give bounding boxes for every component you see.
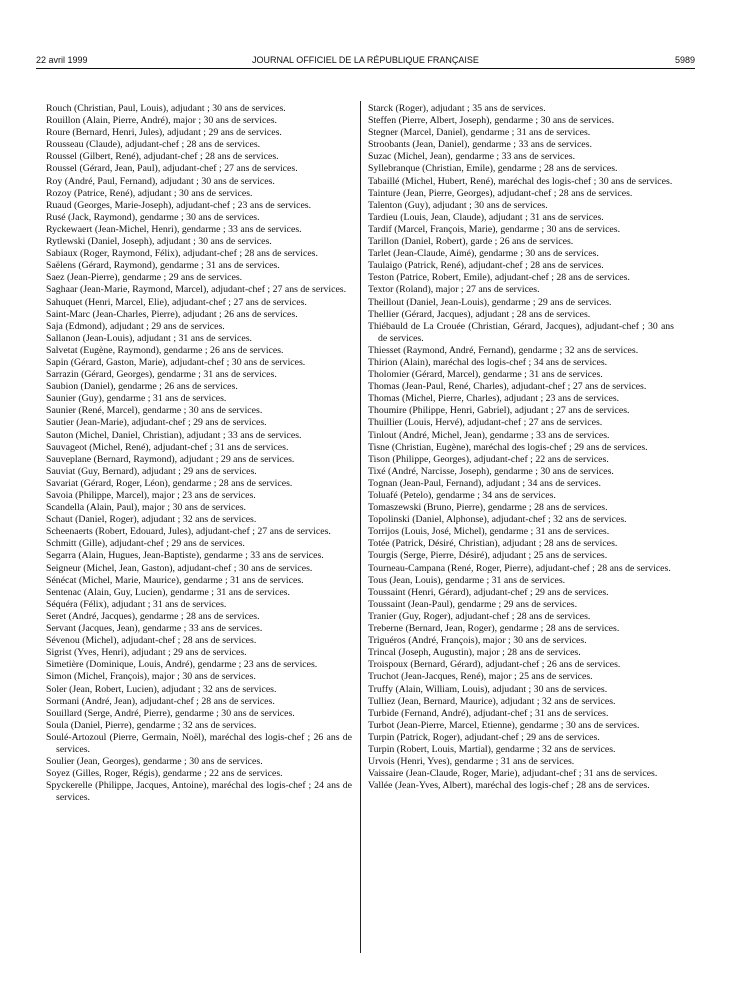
header-page-number: 5989	[674, 55, 695, 65]
list-entry: Toussaint (Jean-Paul), gendarme ; 29 ans de services.	[368, 598, 578, 610]
list-entry: Sallanon (Jean-Louis), adjudant ; 31 ans de services.	[46, 332, 252, 344]
list-entry: Sauveplane (Bernard, Raymond), adjudant ; 29 ans de services.	[46, 453, 295, 465]
list-entry: Thiesset (Raymond, André, Fernand), gendarme ; 32 ans de services.	[368, 344, 639, 356]
list-entry: Urvois (Henri, Yves), gendarme ; 31 ans de services.	[368, 756, 575, 768]
list-entry: Soula (Daniel, Pierre), gendarme ; 32 ans de services.	[46, 719, 257, 731]
header-rule	[36, 68, 695, 69]
list-entry: Savariat (Gérard, Roger, Léon), gendarme ; 28 ans de services.	[46, 477, 293, 489]
list-entry: Schmitt (Gille), adjudant-chef ; 29 ans de services.	[46, 538, 245, 550]
list-entry: Sauton (Michel, Daniel, Christian), adjudant ; 33 ans de services.	[46, 429, 302, 441]
list-entry: Seret (André, Jacques), gendarme ; 28 ans de services.	[46, 610, 260, 622]
list-entry: Rozoy (Patrice, René), adjudant ; 30 ans de services.	[46, 187, 253, 199]
left-column	[46, 103, 352, 804]
list-entry: Saunier (Guy), gendarme ; 31 ans de services.	[46, 393, 227, 405]
list-entry: Topolinski (Daniel, Alphonse), adjudant-chef ; 32 ans de services.	[368, 514, 627, 526]
list-entry: Syllebranque (Christian, Emile), gendarme ; 28 ans de services.	[368, 163, 618, 175]
list-entry: Toluafé (Petelo), gendarme ; 34 ans de services.	[368, 490, 556, 501]
list-entry: Thomas (Jean-Paul, René, Charles), adjudant-chef ; 27 ans de services.	[368, 381, 647, 393]
header-title: JOURNAL OFFICIEL DE LA RÉPUBLIQUE FRANÇAISE	[252, 55, 479, 65]
list-entry: Rouillon (Alain, Pierre, André), major ; 30 ans de services.	[46, 115, 277, 127]
list-entry: Rusé (Jack, Raymond), gendarme ; 30 ans de services.	[46, 211, 260, 223]
list-entry: Rouch (Christian, Paul, Louis), adjudant ; 30 ans de services.	[46, 103, 286, 114]
list-entry: Tarlet (Jean-Claude, Aimé), gendarme ; 30 ans de services.	[368, 248, 599, 260]
list-entry: Soulier (Jean, Georges), gendarme ; 30 ans de services.	[46, 756, 263, 768]
list-entry: Ryckewaert (Jean-Michel, Henri), gendarme ; 33 ans de services.	[46, 223, 302, 235]
list-entry: Torrijos (Louis, José, Michel), gendarme ; 31 ans de services.	[368, 526, 610, 538]
list-entry: Sahuquet (Henri, Marcel, Elie), adjudant-chef ; 27 ans de services.	[46, 296, 307, 308]
list-entry: Thoumire (Philippe, Henri, Gabriel), adjudant ; 27 ans de services.	[368, 405, 630, 417]
list-entry: Thuillier (Louis, Hervé), adjudant-chef ; 27 ans de services.	[368, 417, 603, 429]
list-entry: Roure (Bernard, Henri, Jules), adjudant ; 29 ans de services.	[46, 127, 282, 139]
list-entry: Tabaillé (Michel, Hubert, René), maréchal des logis-chef ; 30 ans de services.	[368, 175, 673, 187]
list-entry: Sarrazin (Gérard, Georges), gendarme ; 31 ans de services.	[46, 369, 277, 381]
list-entry: Servant (Jacques, Jean), gendarme ; 33 ans de services.	[46, 623, 263, 635]
list-entry: Theillout (Daniel, Jean-Louis), gendarme ; 29 ans de services.	[368, 296, 612, 308]
list-entry: Truffy (Alain, William, Louis), adjudant ; 30 ans de services.	[368, 683, 608, 695]
list-entry: Saghaar (Jean-Marie, Raymond, Marcel), adjudant-chef ; 27 ans de services.	[46, 284, 347, 296]
list-entry: Tous (Jean, Louis), gendarme ; 31 ans de services.	[368, 574, 566, 586]
list-entry: Tixé (André, Narcisse, Joseph), gendarme ; 30 ans de services.	[368, 465, 614, 477]
list-entry: Treberne (Bernard, Jean, Roger), gendarme ; 28 ans de services.	[368, 623, 620, 635]
list-entry: Textor (Roland), major ; 27 ans de services.	[368, 284, 540, 296]
list-entry: Roussel (Gérard, Jean, Paul), adjudant-chef ; 27 ans de services.	[46, 163, 298, 175]
list-entry: Tomaszewski (Bruno, Pierre), gendarme ; 28 ans de services.	[368, 502, 608, 514]
list-entry: Turpin (Robert, Louis, Martial), gendarme ; 32 ans de services.	[368, 743, 616, 755]
list-entry: Saez (Jean-Pierre), gendarme ; 29 ans de services.	[46, 272, 243, 284]
list-entry: Stroobants (Jean, Daniel), gendarme ; 33 ans de services.	[368, 139, 592, 151]
list-entry: Totée (Patrick, Désiré, Christian), adjudant ; 28 ans de services.	[368, 538, 618, 550]
list-entry: Soyez (Gilles, Roger, Régis), gendarme ; 22 ans de services.	[46, 768, 283, 780]
list-entry: Saunier (René, Marcel), gendarme ; 30 ans de services.	[46, 405, 263, 417]
list-entry: Steffen (Pierre, Albert, Joseph), gendarme ; 30 ans de services.	[368, 115, 615, 127]
list-entry: Sautier (Jean-Marie), adjudant-chef ; 29 ans de services.	[46, 417, 267, 429]
list-entry: Saëlens (Gérard, Raymond), gendarme ; 31 ans de services.	[46, 260, 280, 272]
column-divider	[360, 101, 361, 953]
right-column	[368, 103, 674, 792]
list-entry: Scheenaerts (Robert, Edouard, Jules), adjudant-chef ; 27 ans de services.	[46, 526, 331, 538]
list-entry: Thiébauld de La Crouée (Christian, Gérard, Jacques), adjudant-chef ; 30 ans de services.	[368, 320, 674, 344]
list-entry: Roussel (Gilbert, René), adjudant-chef ; 28 ans de services.	[46, 151, 279, 163]
list-entry: Tinlout (André, Michel, Jean), gendarme ; 33 ans de services.	[368, 429, 610, 441]
list-entry: Tourgis (Serge, Pierre, Désiré), adjudant ; 25 ans de services.	[368, 550, 608, 562]
list-entry: Sigrist (Yves, Henri), adjudant ; 29 ans de services.	[46, 647, 247, 659]
list-entry: Sénécat (Michel, Marie, Maurice), gendarme ; 31 ans de services.	[46, 574, 304, 586]
list-entry: Savoia (Philippe, Marcel), major ; 23 ans de services.	[46, 490, 256, 501]
list-entry: Salvetat (Eugène, Raymond), gendarme ; 26 ans de services.	[46, 344, 284, 356]
list-entry: Ruaud (Georges, Marie-Joseph), adjudant-chef ; 23 ans de services.	[46, 199, 312, 211]
list-entry: Troispoux (Bernard, Gérard), adjudant-chef ; 26 ans de services.	[368, 659, 621, 671]
list-entry: Tison (Philippe, Georges), adjudant-chef ; 22 ans de services.	[368, 453, 609, 465]
list-entry: Thomas (Michel, Pierre, Charles), adjudant ; 23 ans de services.	[368, 393, 620, 405]
list-entry: Simetière (Dominique, Louis, André), gendarme ; 23 ans de services.	[46, 659, 318, 671]
list-entry: Truchot (Jean-Jacques, René), major ; 25 ans de services.	[368, 671, 593, 683]
list-entry: Trincal (Joseph, Augustin), major ; 28 ans de services.	[368, 647, 581, 659]
list-entry: Tarillon (Daniel, Robert), garde ; 26 ans de services.	[368, 236, 574, 248]
list-entry: Tisne (Christian, Eugène), maréchal des logis-chef ; 29 ans de services.	[368, 441, 648, 453]
list-entry: Séquéra (Félix), adjudant ; 31 ans de services.	[46, 598, 227, 610]
list-entry: Schaut (Daniel, Roger), adjudant ; 32 ans de services.	[46, 514, 257, 526]
list-entry: Teston (Patrice, Robert, Emile), adjudant-chef ; 28 ans de services.	[368, 272, 630, 284]
list-entry: Tulliez (Jean, Bernard, Maurice), adjudant ; 32 ans de services.	[368, 695, 616, 707]
list-entry: Saubion (Daniel), gendarme ; 26 ans de services.	[46, 381, 238, 393]
list-entry: Scandella (Alain, Paul), major ; 30 ans de services.	[46, 502, 246, 514]
list-entry: Sauvageot (Michel, René), adjudant-chef ; 31 ans de services.	[46, 441, 289, 453]
list-entry: Vallée (Jean-Yves, Albert), maréchal des logis-chef ; 28 ans de services.	[368, 780, 650, 792]
list-entry: Taulaigo (Patrick, René), adjudant-chef ; 28 ans de services.	[368, 260, 604, 272]
list-entry: Tourneau-Campana (René, Roger, Pierre), adjudant-chef ; 28 ans de services.	[368, 562, 671, 574]
list-entry: Tardieu (Louis, Jean, Claude), adjudant ; 31 ans de services.	[368, 211, 604, 223]
list-entry: Stegner (Marcel, Daniel), gendarme ; 31 ans de services.	[368, 127, 591, 139]
list-entry: Tognan (Jean-Paul, Fernand), adjudant ; 34 ans de services.	[368, 477, 602, 489]
list-entry: Sapin (Gérard, Gaston, Marie), adjudant-chef ; 30 ans de services.	[46, 356, 306, 368]
list-entry: Sabiaux (Roger, Raymond, Félix), adjudant-chef ; 28 ans de services.	[46, 248, 318, 260]
header-date: 22 avril 1999	[36, 55, 88, 65]
list-entry: Tardif (Marcel, François, Marie), gendarme ; 30 ans de services.	[368, 223, 621, 235]
list-entry: Tranier (Guy, Roger), adjudant-chef ; 28 ans de services.	[368, 610, 591, 622]
list-entry: Thellier (Gérard, Jacques), adjudant ; 28 ans de services.	[368, 308, 591, 320]
list-entry: Simon (Michel, François), major ; 30 ans de services.	[46, 671, 256, 683]
list-entry: Sévenou (Michel), adjudant-chef ; 28 ans de services.	[46, 635, 257, 647]
list-entry: Sauviat (Guy, Bernard), adjudant ; 29 ans de services.	[46, 465, 257, 477]
list-entry: Soulé-Artozoul (Pierre, Germain, Noël), maréchal des logis-chef ; 26 ans de services.	[46, 731, 352, 755]
list-entry: Turbot (Jean-Pierre, Marcel, Etienne), gendarme ; 30 ans de services.	[368, 719, 640, 731]
list-entry: Souillard (Serge, André, Pierre), gendarme ; 30 ans de services.	[46, 707, 295, 719]
list-entry: Vaissaire (Jean-Claude, Roger, Marie), adjudant-chef ; 31 ans de services.	[368, 768, 658, 780]
list-entry: Tainture (Jean, Pierre, Georges), adjudant-chef ; 28 ans de services.	[368, 187, 633, 199]
list-entry: Turpin (Patrick, Roger), adjudant-chef ; 29 ans de services.	[368, 731, 600, 743]
list-entry: Sentenac (Alain, Guy, Lucien), gendarme ; 31 ans de services.	[46, 586, 290, 598]
list-entry: Seigneur (Michel, Jean, Gaston), adjudant-chef ; 30 ans de services.	[46, 562, 313, 574]
list-entry: Roy (André, Paul, Fernand), adjudant ; 30 ans de services.	[46, 175, 275, 187]
list-entry: Talenton (Guy), adjudant ; 30 ans de services.	[368, 199, 548, 211]
list-entry: Rytlewski (Daniel, Joseph), adjudant ; 30 ans de services.	[46, 236, 272, 248]
list-entry: Saja (Edmond), adjudant ; 29 ans de services.	[46, 320, 225, 332]
list-entry: Sormani (André, Jean), adjudant-chef ; 28 ans de services.	[46, 695, 275, 707]
list-entry: Segarra (Alain, Hugues, Jean-Baptiste), gendarme ; 33 ans de services.	[46, 550, 324, 562]
list-entry: Suzac (Michel, Jean), gendarme ; 33 ans de services.	[368, 151, 576, 163]
list-entry: Soler (Jean, Robert, Lucien), adjudant ; 32 ans de services.	[46, 683, 277, 695]
list-entry: Triguéros (André, François), major ; 30 ans de services.	[368, 635, 587, 647]
list-entry: Tholomier (Gérard, Marcel), gendarme ; 31 ans de services.	[368, 369, 603, 381]
list-entry: Starck (Roger), adjudant ; 35 ans de services.	[368, 103, 546, 114]
list-entry: Spyckerelle (Philippe, Jacques, Antoine), maréchal des logis-chef ; 24 ans de services.	[46, 780, 352, 804]
list-entry: Turbide (Fernand, André), adjudant-chef ; 31 ans de services.	[368, 707, 609, 719]
list-entry: Rousseau (Claude), adjudant-chef ; 28 ans de services.	[46, 139, 261, 151]
list-entry: Toussaint (Henri, Gérard), adjudant-chef ; 29 ans de services.	[368, 586, 609, 598]
list-entry: Thirion (Alain), maréchal des logis-chef ; 34 ans de services.	[368, 356, 608, 368]
list-entry: Saint-Marc (Jean-Charles, Pierre), adjudant ; 26 ans de services.	[46, 308, 298, 320]
